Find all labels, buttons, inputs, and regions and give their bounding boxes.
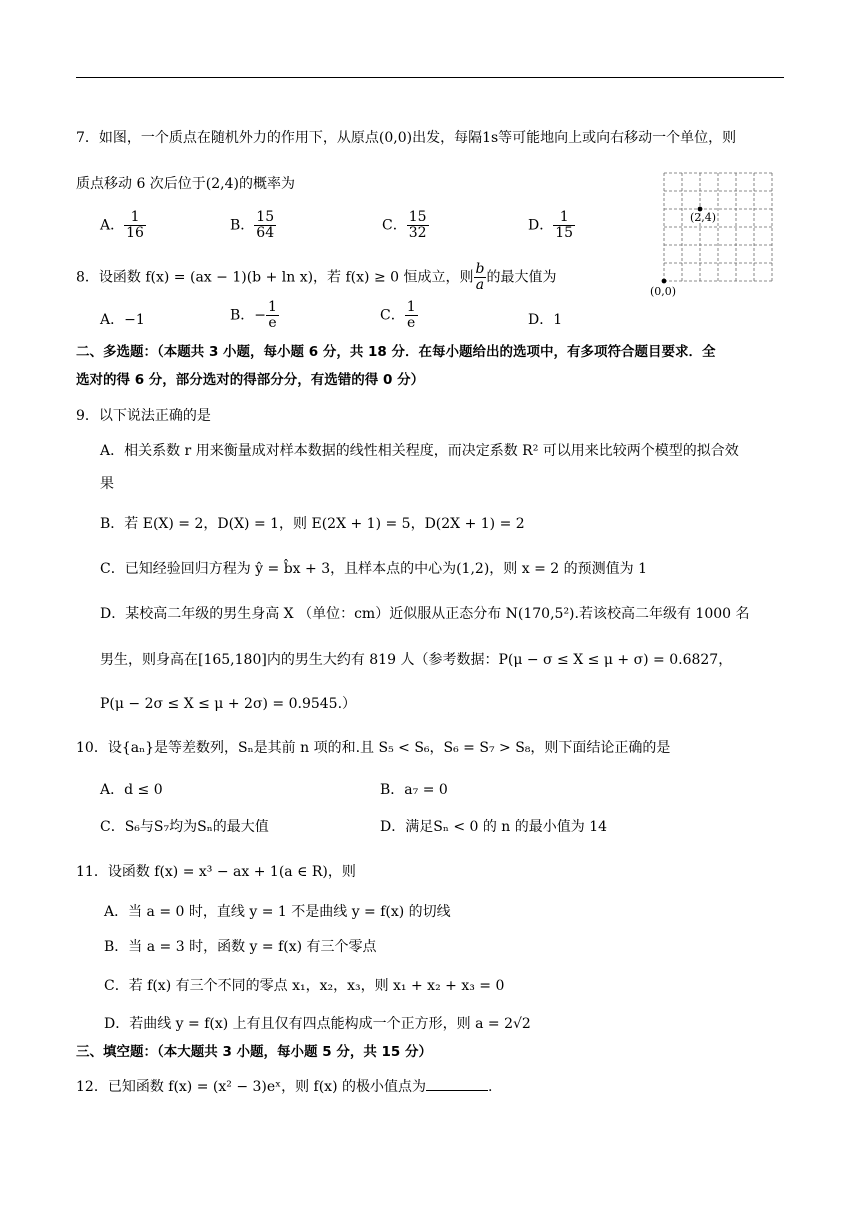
q9-option-d-line2: 男生，则身高在[165,180]内的男生大约有 819 人（参考数据：P(μ − σ ≤ X ≤ μ + σ) = 0.6827， [100, 652, 733, 668]
q11-option-a: A．当 a = 0 时，直线 y = 1 不是曲线 y = f(x) 的切线 [104, 904, 451, 920]
q7-option-d: D． $\frac{1}{15}$ [528, 209, 574, 241]
section3-heading: 三、填空题：（本大题共 3 小题，每小题 5 分，共 15 分） [76, 1044, 433, 1060]
origin-point-label: (0,0) [650, 285, 677, 298]
q7-option-c: C． $\frac{15}{32}$ [382, 209, 427, 241]
header-rule [76, 77, 784, 78]
section2-heading-line1: 二、多选题：（本题共 3 小题，每小题 6 分，共 18 分．在每小题给出的选项中，有多项符合题目要求．全 [76, 344, 716, 360]
q10-option-b: B．a₇ = 0 [380, 782, 448, 798]
q9-option-a-line2: 果 [100, 476, 114, 492]
q8-option-b: B．− $\frac{1}{e}$ [230, 299, 277, 331]
target-point-label: (2,4) [690, 211, 717, 224]
q10-option-a: A．d ≤ 0 [100, 782, 163, 798]
q8-option-c: C． $\frac{1}{e}$ [380, 299, 416, 331]
q9-stem: 9．以下说法正确的是 [76, 408, 211, 424]
q12-answer-blank[interactable] [426, 1076, 488, 1091]
q9-option-c: C．已知经验回归方程为 ŷ = b̂x + 3，且样本点的中心为(1,2)，则 x = 2 的预测值为 1 [100, 561, 647, 577]
q8-option-a: A．−1 [100, 312, 145, 328]
q10-stem: 10．设{aₙ}是等差数列，Sₙ是其前 n 项的和.且 S₅ < S₆，S₆ = S₇ > S₈，则下面结论正确的是 [76, 740, 671, 756]
q7-stem-line2: 质点移动 6 次后位于(2,4)的概率为 [76, 176, 295, 192]
q11-option-d: D．若曲线 y = f(x) 上有且仅有四点能构成一个正方形，则 a = 2√2 [104, 1016, 531, 1032]
q7-option-b: B． $\frac{15}{64}$ [230, 209, 275, 241]
q11-stem: 11．设函数 f(x) = x³ − ax + 1(a ∈ R)，则 [76, 864, 356, 880]
q9-option-a-line1: A．相关系数 r 用来衡量成对样本数据的线性相关程度，而决定系数 R² 可以用来比较两个模型的拟合效 [100, 443, 739, 459]
q11-option-c: C．若 f(x) 有三个不同的零点 x₁，x₂，x₃，则 x₁ + x₂ + x₃ = 0 [104, 978, 505, 994]
q9-option-d-line1: D．某校高二年级的男生身高 X （单位：cm）近似服从正态分布 N(170,5²).若该校高二年级有 1000 名 [100, 606, 750, 622]
q8-stem: 8．设函数 f(x) = (ax − 1)(b + ln x)，若 f(x) ≥ 0 恒成立，则 $\frac{b}{a}$ 的最大值为 [76, 261, 557, 293]
lattice-grid-figure [640, 165, 790, 300]
q10-option-c: C．S₆与S₇均为Sₙ的最大值 [100, 819, 269, 835]
q12-stem: 12．已知函数 f(x) = (x² − 3)eˣ，则 f(x) 的极小值点为 . [76, 1076, 492, 1097]
q7-option-a: A． $\frac{1}{16}$ [100, 209, 144, 241]
section2-heading-line2: 选对的得 6 分，部分选对的得部分分，有选错的得 0 分） [76, 372, 425, 388]
origin-point [662, 279, 667, 284]
q9-option-d-line3: P(μ − 2σ ≤ X ≤ μ + 2σ) = 0.9545.） [100, 696, 357, 712]
q8-option-d: D．1 [528, 312, 563, 328]
q10-option-d: D．满足Sₙ < 0 的 n 的最小值为 14 [380, 819, 608, 835]
q9-option-b: B．若 E(X) = 2，D(X) = 1，则 E(2X + 1) = 5，D(2X + 1) = 2 [100, 516, 525, 532]
q7-stem-line1: 7．如图，一个质点在随机外力的作用下，从原点(0,0)出发，每隔1s等可能地向上或向右移动一个单位，则 [76, 130, 737, 146]
q11-option-b: B．当 a = 3 时，函数 y = f(x) 有三个零点 [104, 939, 377, 955]
